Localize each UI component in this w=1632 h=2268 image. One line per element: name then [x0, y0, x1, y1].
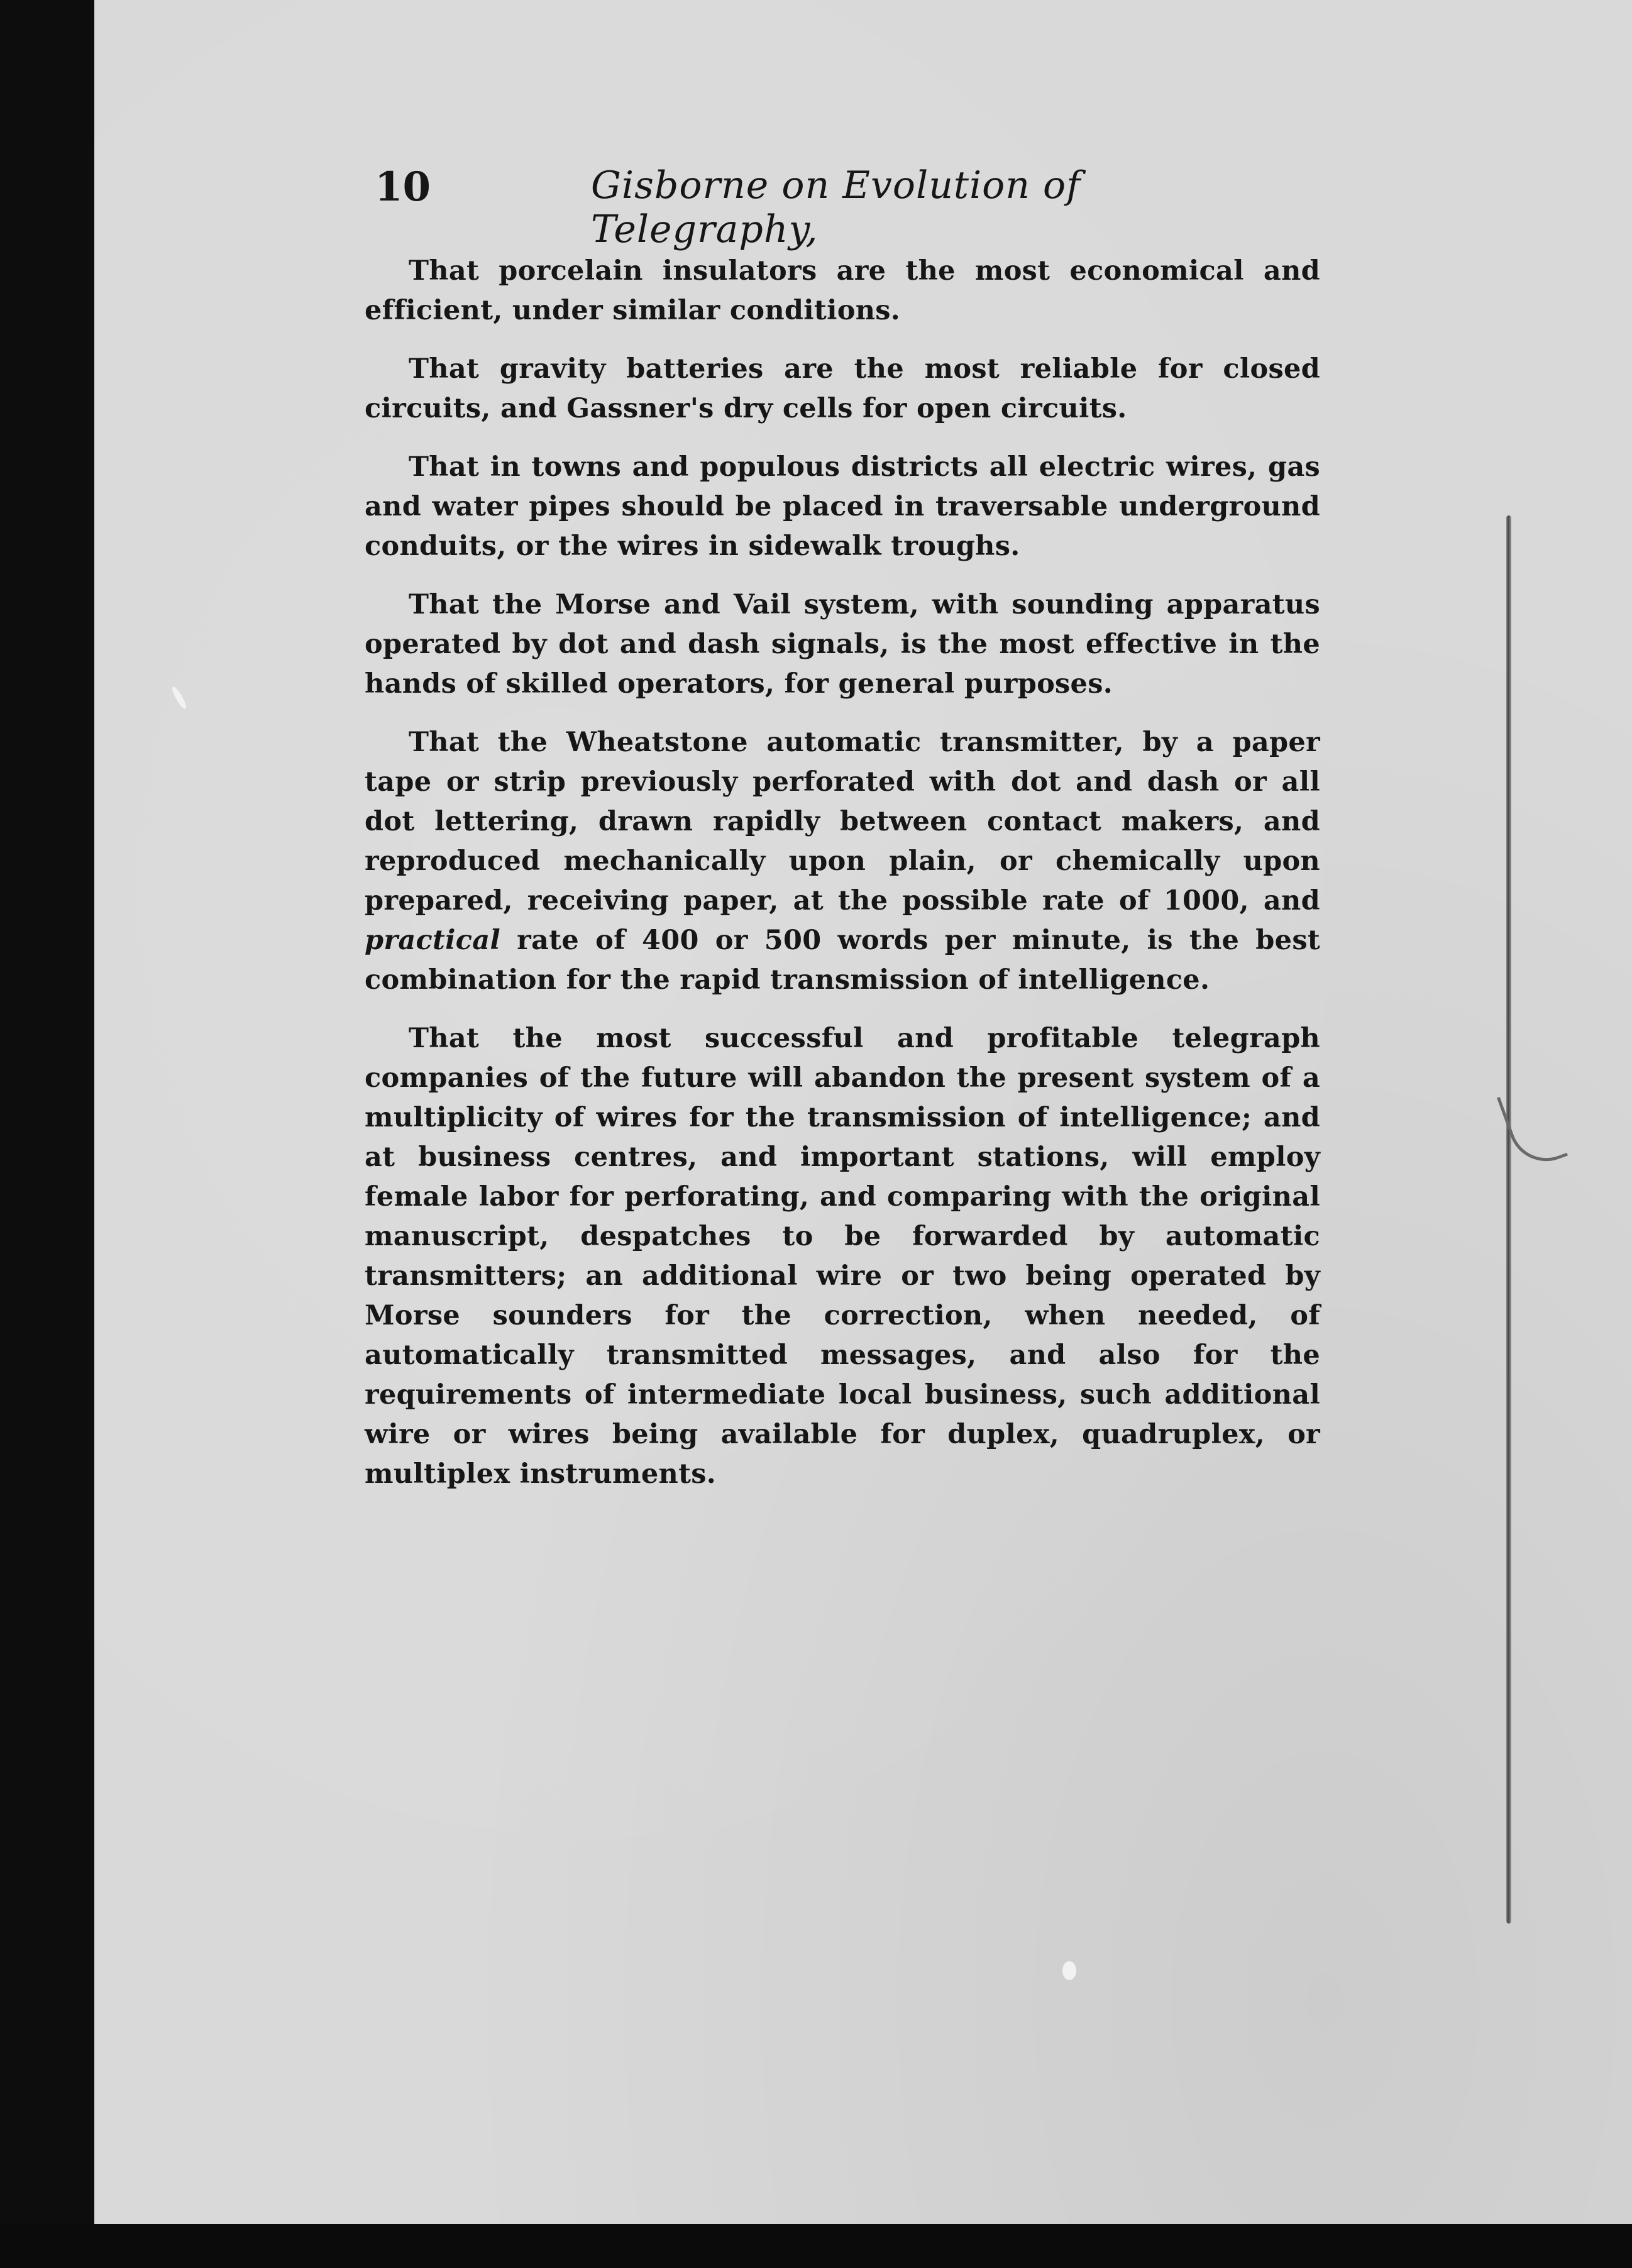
- paragraph-wheatstone-end: rate of 400 or 500 words per minute, is the best combination for the rapid transmission of intelligence.: [365, 925, 1320, 996]
- paragraph-wheatstone: [365, 723, 1320, 1000]
- running-head: [365, 163, 1320, 251]
- paragraph-wheatstone-start: That the Wheatstone automatic transmitter, by a paper tape or strip previously perforated with dot and dash or all dot lettering, drawn rapidly between contact makers, and reproduced mechanically upon plain, or chemically upon prepared, receiving paper, at the possible rate of 1000, and: [365, 727, 1320, 917]
- paragraph-batteries: That gravity batteries are the most reliable for closed circuits, and Gassner's dry cells for open circuits.: [365, 353, 1320, 424]
- page-content: [365, 163, 1320, 1513]
- page-number: 10: [375, 163, 431, 211]
- running-head-title: Gisborne on Evolution of Telegraphy,: [591, 163, 1081, 251]
- emphasis-practical: practical: [365, 925, 501, 956]
- page-fold-line: [1506, 515, 1511, 1924]
- paragraph-conduits: That in towns and populous districts all electric wires, gas and water pipes should be placed in traversable underground conduits, or the wires in sidewalk troughs.: [365, 451, 1320, 562]
- scan-bottom-border: [0, 2224, 1632, 2268]
- scan-left-border: [0, 0, 94, 2268]
- paragraph-future-companies: That the most successful and profitable telegraph companies of the future will abandon the present system of a multiplicity of wires for the transmission of intelligence; and at business centres, and important stations, will employ female labor for perforating, and comparing with the original manuscript, despatches to be forwarded by automatic transmitters; an additional wire or two being operated by Morse sounders for the correction, when needed, of automatically transmitted messages, and also for the requirements of intermediate local business, such additional wire or wires being available for duplex, quadruplex, or multiplex instruments.: [365, 1023, 1320, 1490]
- scan-speck: [1062, 1961, 1076, 1980]
- paragraph-insulators: That porcelain insulators are the most economical and efficient, under similar conditions.: [365, 255, 1320, 326]
- paragraph-morse-vail: That the Morse and Vail system, with sounding apparatus operated by dot and dash signals, is the most effective in the hands of skilled operators, for general purposes.: [365, 589, 1320, 700]
